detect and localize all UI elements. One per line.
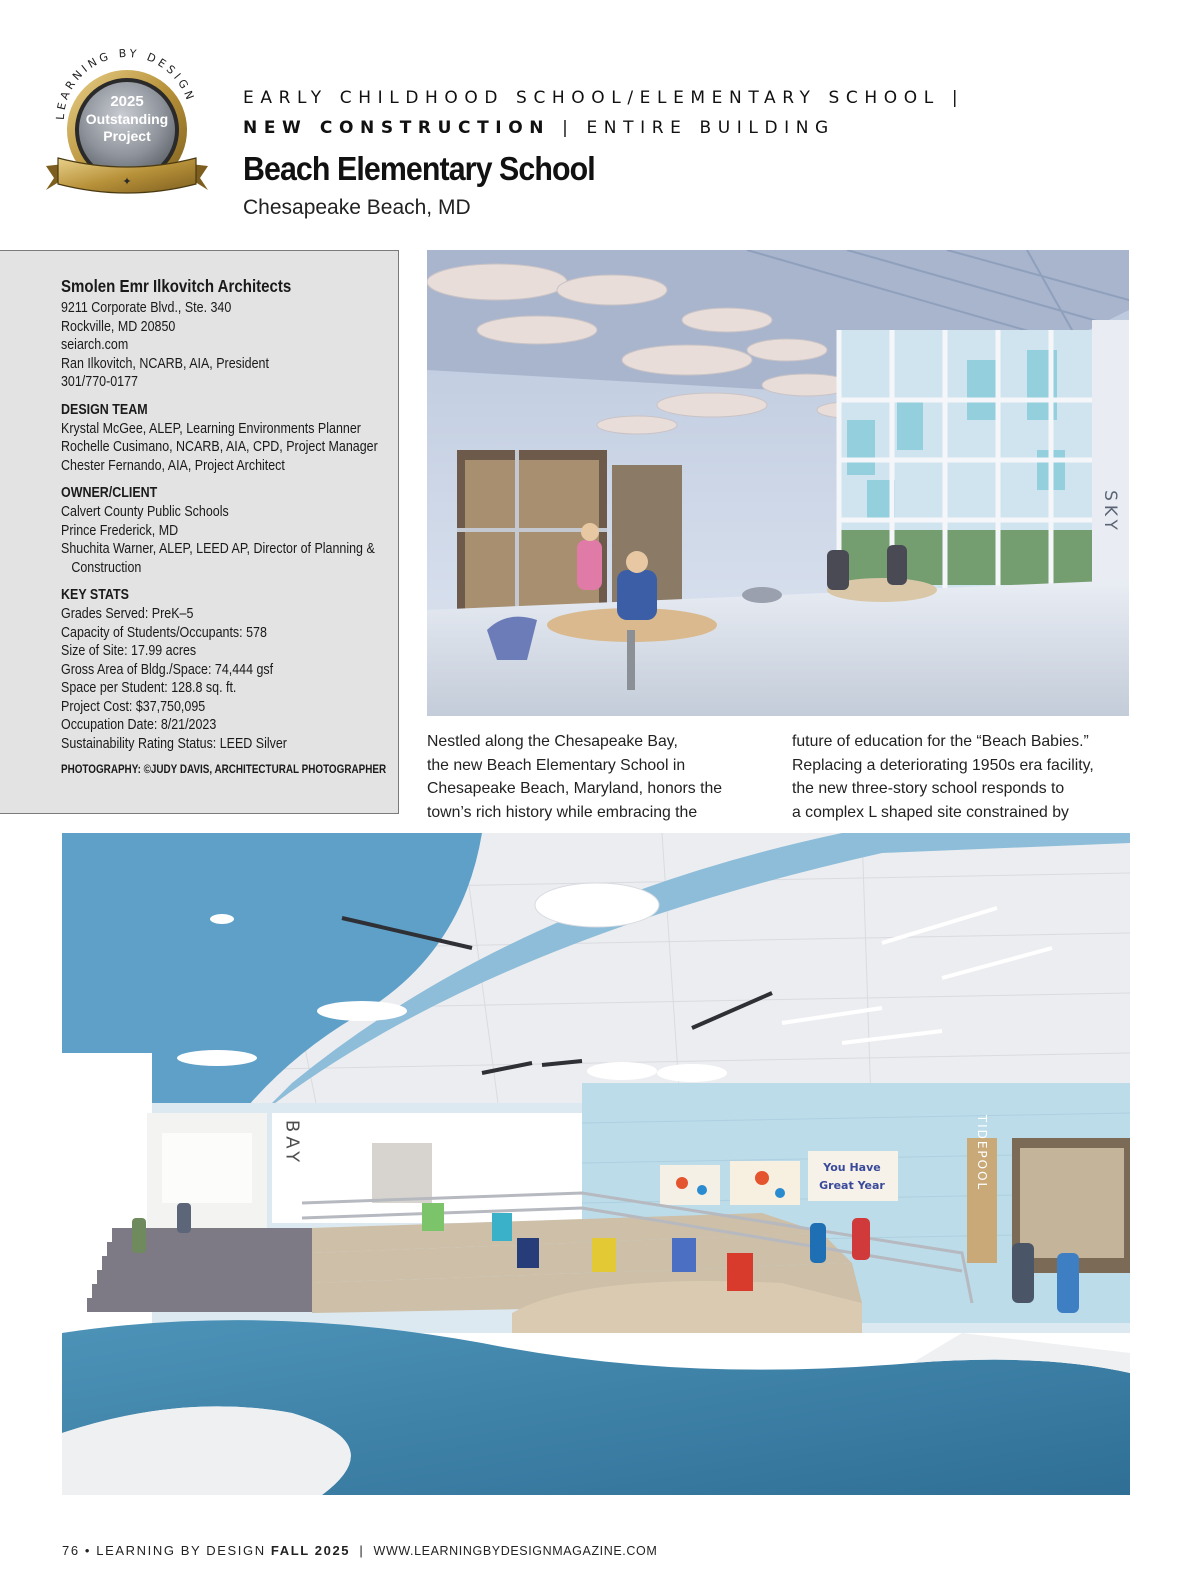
poster-text-1: You Have — [823, 1161, 881, 1174]
firm-phone: 301/770-0177 — [61, 374, 138, 391]
key-stat: Sustainability Rating Status: LEED Silver — [61, 736, 287, 753]
page-footer — [62, 1543, 657, 1558]
firm-name: Smolen Emr Ilkovitch Architects — [61, 276, 292, 296]
key-stat: Size of Site: 17.99 acres — [61, 643, 197, 660]
category-line-2 — [243, 118, 835, 138]
owner-heading: OWNER/CLIENT — [61, 485, 158, 502]
design-team-member: Krystal McGee, ALEP, Learning Environments Planner — [61, 420, 361, 437]
bay-sign: BAY — [281, 1119, 303, 1167]
design-team-member: Chester Fernando, AIA, Project Architect — [61, 457, 285, 474]
page-number: 76 — [62, 1543, 80, 1558]
sky-sign: SKY — [1100, 490, 1120, 534]
tidepool-sign: TIDEPOOL — [975, 1114, 989, 1192]
poster-text-2: Great Year — [819, 1179, 885, 1192]
owner-line: Shuchita Warner, ALEP, LEED AP, Director of Planning & — [61, 541, 375, 558]
owner-line: Construction — [71, 559, 142, 576]
key-stat: Occupation Date: 8/21/2023 — [61, 717, 217, 734]
category-separator: | — [562, 118, 575, 138]
category-scope: ENTIRE BUILDING — [586, 118, 835, 138]
award-badge-graphic — [42, 38, 212, 208]
project-title: Beach Elementary School — [243, 150, 595, 187]
firm-contact: Ran Ilkovitch, NCARB, AIA, President — [61, 355, 269, 372]
badge-line1: Outstanding — [85, 111, 169, 127]
project-info-box — [0, 250, 399, 814]
firm-website: seiarch.com — [61, 337, 129, 354]
svg-text:✦: ✦ — [122, 176, 132, 188]
key-stat: Project Cost: $37,750,095 — [61, 698, 206, 715]
body-paragraph-1: Nestled along the Chesapeake Bay, the new Beach Elementary School in Chesapeake Beach, Maryland, honors the town’s rich history while embracing the — [427, 733, 723, 821]
body-paragraph-2: future of education for the “Beach Babies.” Replacing a deteriorating 1950s era facility, the new three-story school responds to a complex L shaped site constrained by — [792, 733, 1094, 821]
award-badge — [42, 38, 212, 208]
key-stat: Space per Student: 128.8 sq. ft. — [61, 680, 237, 697]
firm-city: Rockville, MD 20850 — [61, 318, 176, 335]
design-team-member: Rochelle Cusimano, NCARB, AIA, CPD, Project Manager — [61, 439, 378, 456]
key-stat: Capacity of Students/Occupants: 578 — [61, 624, 267, 641]
footer-bullet: • — [84, 1543, 92, 1558]
firm-address: 9211 Corporate Blvd., Ste. 340 — [61, 300, 232, 316]
body-column-1 — [427, 730, 757, 824]
category-line-1: EARLY CHILDHOOD SCHOOL/ELEMENTARY SCHOOL | — [243, 88, 965, 108]
footer-separator: | — [359, 1543, 365, 1558]
learning-stair-photo — [62, 833, 1130, 1495]
project-location: Chesapeake Beach, MD — [243, 196, 471, 219]
owner-line: Prince Frederick, MD — [61, 522, 179, 539]
atrium-photo — [427, 250, 1129, 716]
category-construction-type: NEW CONSTRUCTION — [243, 118, 551, 138]
owner-line: Calvert County Public Schools — [61, 503, 229, 520]
badge-line2: Project — [103, 128, 151, 144]
key-stat: Grades Served: PreK–5 — [61, 605, 194, 622]
issue-label: FALL 2025 — [270, 1543, 351, 1558]
key-stats-heading: KEY STATS — [61, 587, 129, 604]
badge-year: 2025 — [110, 93, 144, 110]
project-info-content — [61, 276, 391, 778]
body-column-2 — [792, 730, 1122, 824]
key-stat: Gross Area of Bldg./Space: 74,444 gsf — [61, 661, 274, 678]
badge-arc-text: LEARNING BY DESIGN — [53, 46, 198, 121]
photo-credit: PHOTOGRAPHY: ©JUDY DAVIS, ARCHITECTURAL PHOTOGRAPHER — [61, 763, 387, 776]
design-team-heading: DESIGN TEAM — [61, 401, 148, 418]
magazine-name: LEARNING BY DESIGN — [96, 1543, 266, 1558]
magazine-url: WWW.LEARNINGBYDESIGNMAGAZINE.COM — [373, 1544, 658, 1558]
